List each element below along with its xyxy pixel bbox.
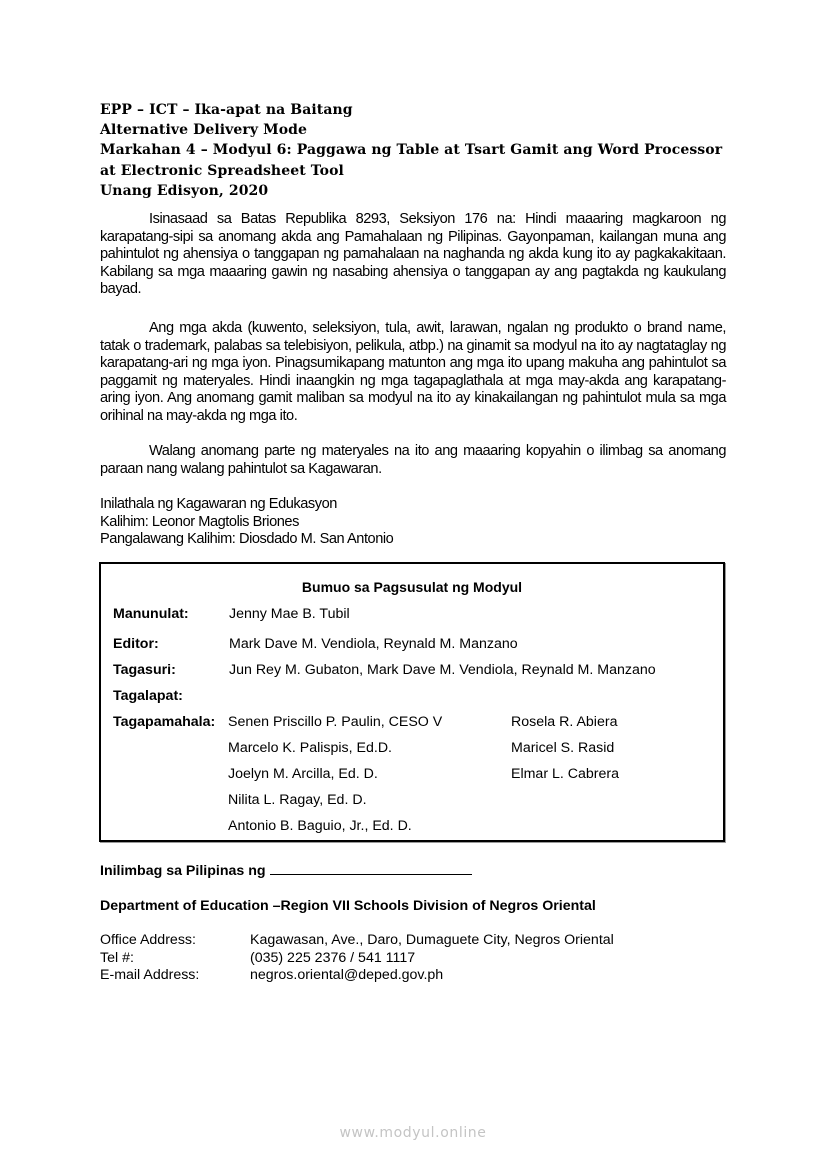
manager-name: Marcelo K. Palispis, Ed.D.	[228, 740, 393, 756]
copyright-paragraph-2	[100, 320, 726, 426]
management-label: Tagapamahala:	[113, 714, 216, 730]
credit-value: Jun Rey M. Gubaton, Mark Dave M. Vendiola, Reynald M. Manzano	[229, 662, 656, 678]
printed-in-label: Inilimbag sa Pilipinas ng	[100, 863, 266, 879]
contact-value: Kagawasan, Ave., Daro, Dumaguete City, Negros Oriental	[250, 932, 614, 948]
credit-label: Tagalapat:	[113, 688, 183, 704]
module-title-line-1: Markahan 4 – Modyul 6: Paggawa ng Table at Tsart Gamit ang Word Processor	[100, 142, 723, 159]
credit-label: Editor:	[113, 636, 159, 652]
published-by: Inilathala ng Kagawaran ng Edukasyon	[100, 496, 337, 512]
manager-name: Senen Priscillo P. Paulin, CESO V	[228, 714, 443, 730]
credit-value: Mark Dave M. Vendiola, Reynald M. Manzano	[229, 636, 518, 652]
grade-title: EPP – ICT – Ika-apat na Baitang	[100, 102, 353, 118]
paragraph-text: Isinasaad sa Batas Republika 8293, Seksiyon 176 na: Hindi maaaring magkaroon ng karapatang-sipi sa anomang akda ang Pamahalaan ng Pilipinas. Gayonpaman, kailangan muna ang pahintulot ng ahensiya o tanggapan ng pamahalaan na naghanda ng akda kung ito ay pagkakakitaan. Kabilang sa mga maaaring gawin ng nasabing ahensiya o tanggapan ay ang pagtakda ng kaukulang bayad.	[100, 211, 726, 298]
contact-label: Tel #:	[100, 949, 134, 966]
credit-row-layout-artist	[113, 688, 229, 704]
contact-row-office	[100, 932, 614, 950]
credit-row-editor	[113, 636, 518, 652]
paragraph-text: Ang mga akda (kuwento, seleksiyon, tula, awit, larawan, ngalan ng produkto o brand name, tatak o trademark, palabas sa telebisiyon, pelikula, atbp.) na ginamit sa modyul na ito ay nagtataglay ng karapatang-ari ng mga iyon. Pinagsumikapang matunton ang mga ito upang makuha ang pahintulot sa paggamit ng materyales. Hindi inaangkin ng mga tagapaglathala at mga may-akda ang karapatang-aring iyon. Ang anomang gamit maliban sa modyul na ito ay kinakailangan ng pahintulot mula sa mga orihinal na may-akda ng mga ito.	[100, 320, 726, 424]
secretary: Kalihim: Leonor Magtolis Briones	[100, 513, 299, 530]
credit-row-reviewer	[113, 662, 656, 678]
credit-label: Manunulat:	[113, 606, 189, 622]
manager-name: Joelyn M. Arcilla, Ed. D.	[228, 766, 378, 782]
copyright-paragraph-3	[100, 443, 726, 478]
contact-row-email	[100, 967, 614, 985]
undersecretary: Pangalawang Kalihim: Diosdado M. San Antonio	[100, 531, 394, 548]
edition: Unang Edisyon, 2020	[100, 182, 269, 199]
contact-value: negros.oriental@deped.gov.ph	[250, 967, 444, 984]
manager-name: Elmar L. Cabrera	[511, 766, 620, 782]
contact-block	[100, 932, 614, 985]
printed-in-line	[100, 862, 472, 879]
watermark: www.modyul.online	[339, 1125, 487, 1141]
paragraph-text: Walang anomang parte ng materyales na ito ang maaaring kopyahin o ilimbag sa anomang paraan nang walang pahintulot sa Kagawaran.	[100, 443, 726, 477]
copyright-paragraph-1	[100, 211, 726, 299]
credit-value: Jenny Mae B. Tubil	[229, 606, 350, 622]
credit-label: Tagasuri:	[113, 662, 176, 678]
document-header	[100, 100, 740, 201]
manager-name: Nilita L. Ragay, Ed. D.	[228, 792, 367, 808]
manager-name: Maricel S. Rasid	[511, 740, 615, 756]
credits-title: Bumuo sa Pagsusulat ng Modyul	[301, 579, 523, 595]
contact-label: Office Address:	[100, 932, 196, 948]
contact-value: (035) 225 2376 / 541 1117	[250, 949, 416, 966]
publisher-block	[100, 496, 393, 549]
contact-label: E-mail Address:	[100, 967, 200, 984]
manager-name: Rosela R. Abiera	[511, 714, 618, 730]
delivery-mode: Alternative Delivery Mode	[100, 122, 308, 139]
credit-row-writer	[113, 606, 350, 622]
credits-box	[99, 562, 725, 842]
printer-blank-line	[270, 862, 472, 875]
department-name: Department of Education –Region VII Schools Division of Negros Oriental	[100, 898, 596, 914]
contact-row-tel	[100, 950, 614, 968]
manager-name: Antonio B. Baguio, Jr., Ed. D.	[228, 818, 412, 834]
module-title-line-2: at Electronic Spreadsheet Tool	[100, 162, 344, 179]
